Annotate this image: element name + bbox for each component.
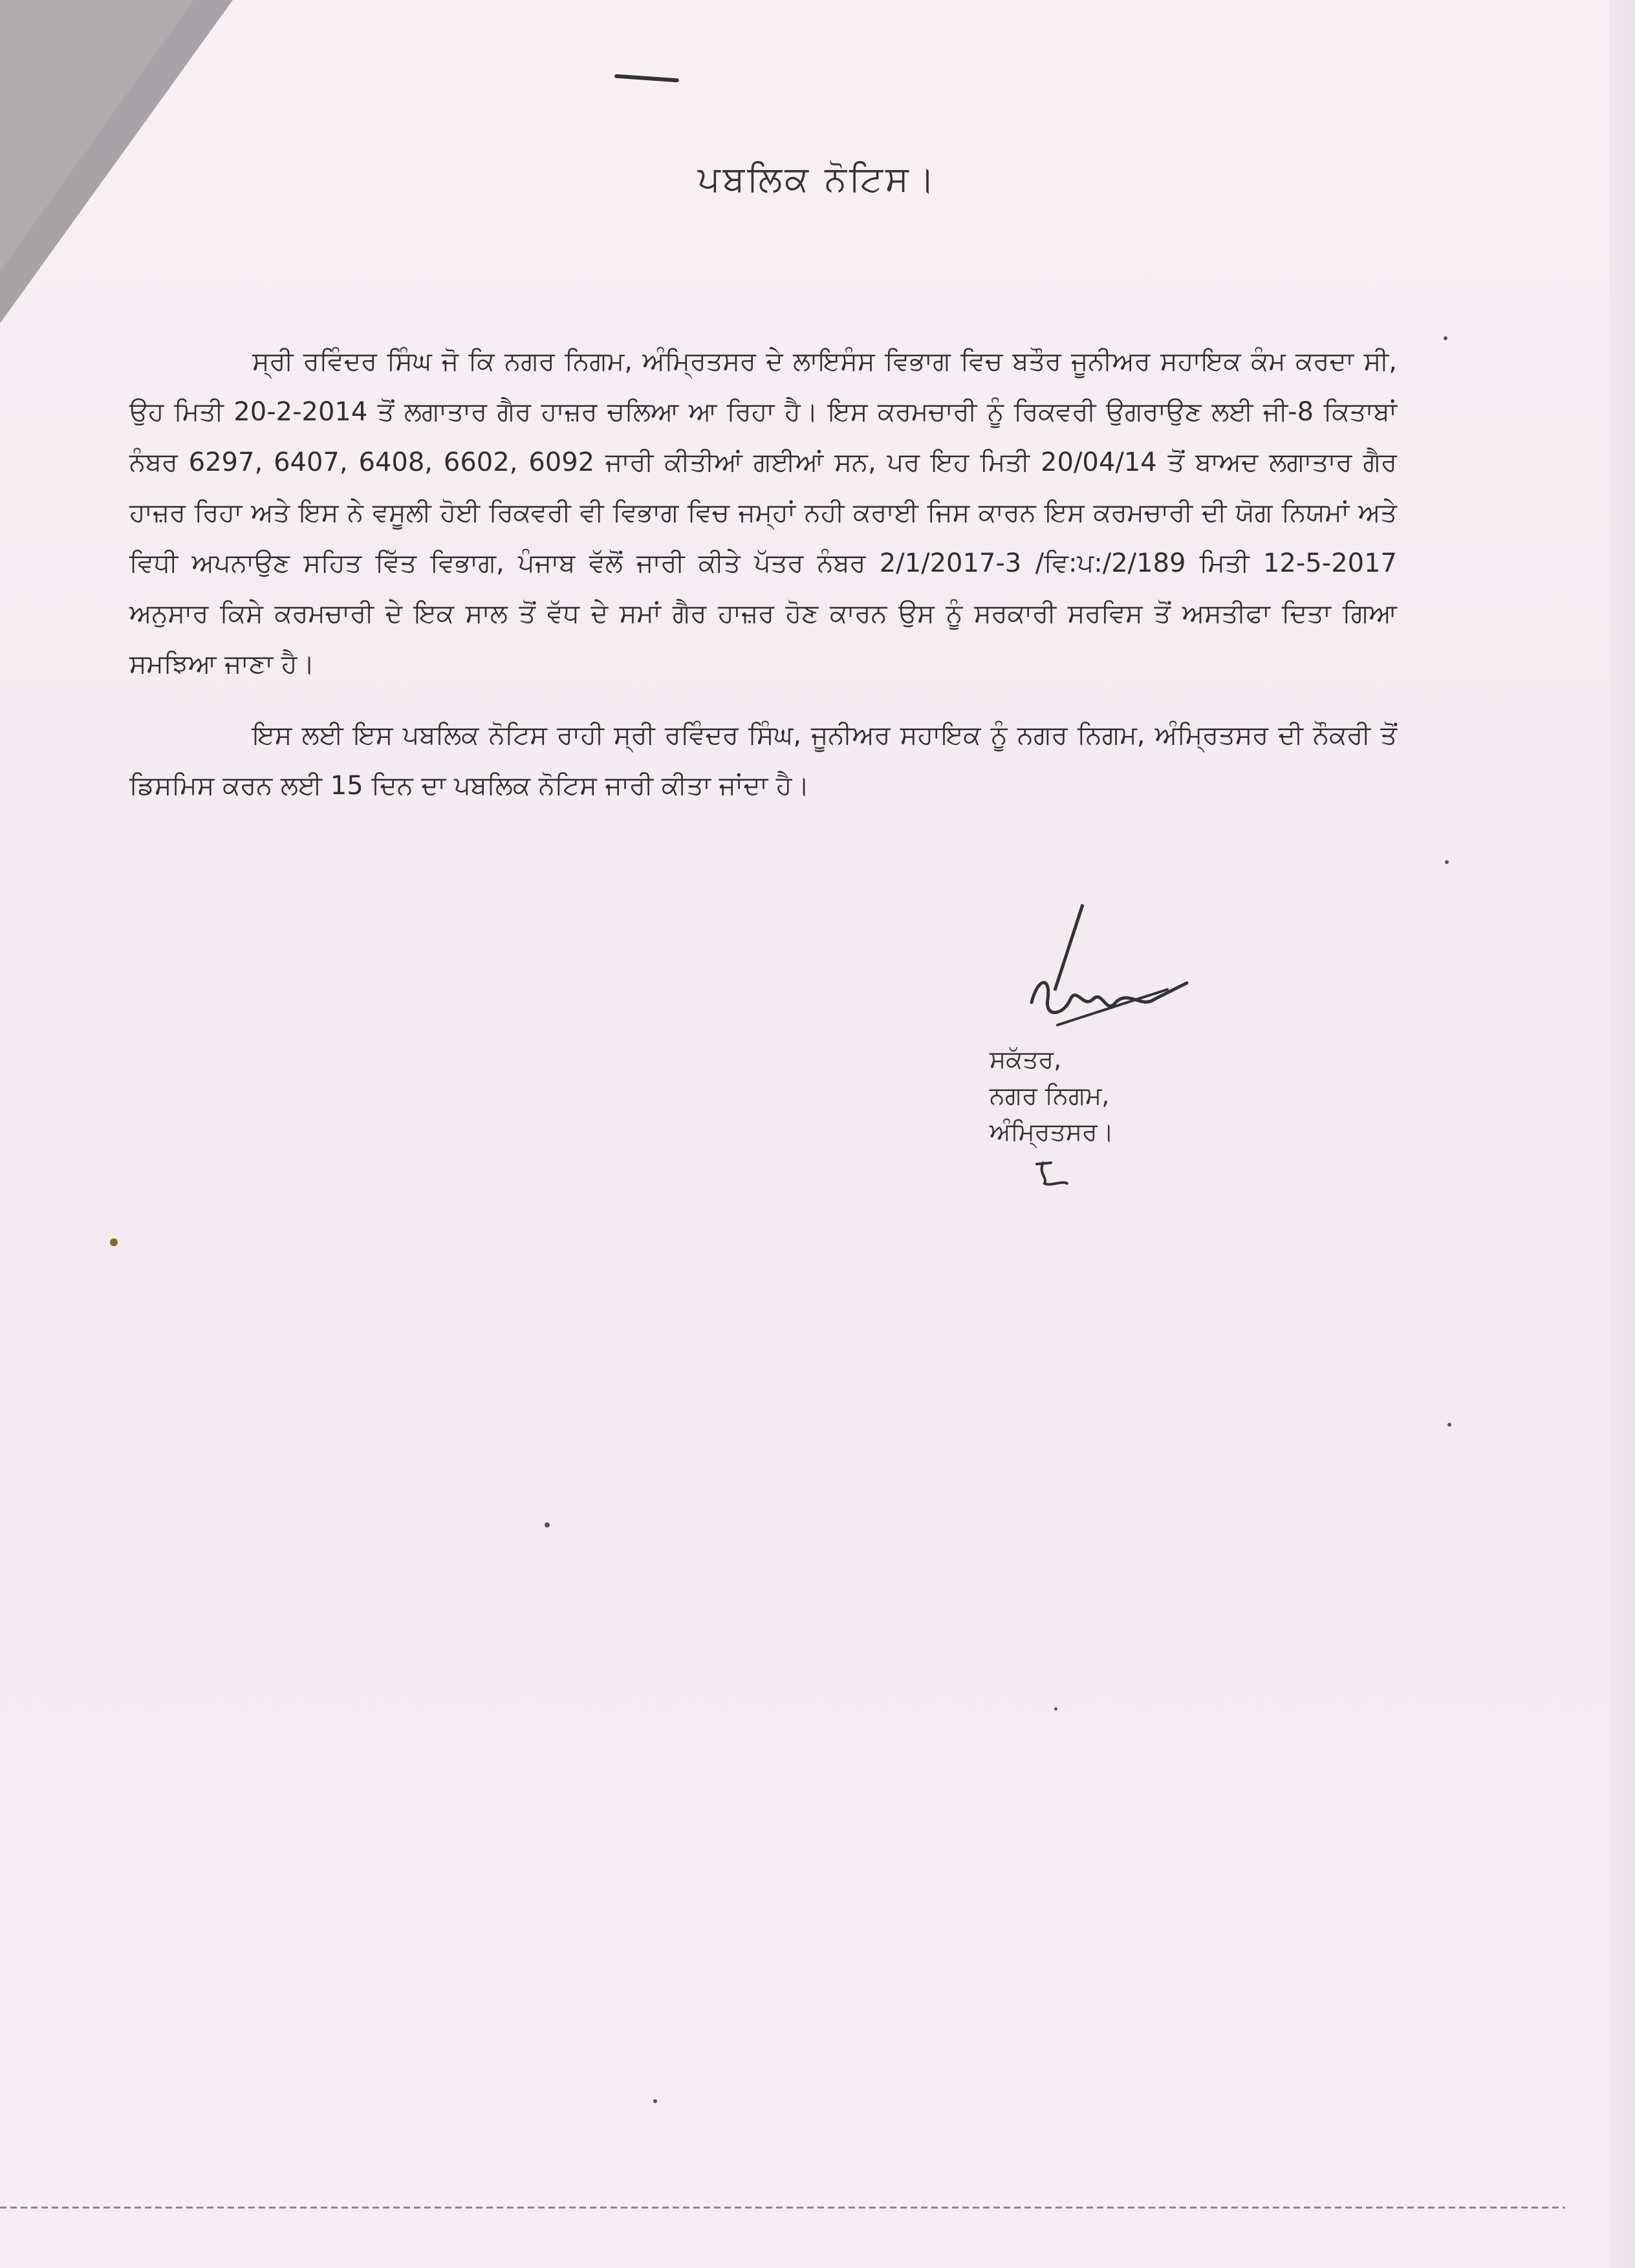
scan-speck	[545, 1522, 550, 1528]
scan-speck	[1444, 336, 1447, 340]
signatory-designation: ਸਕੱਤਰ,	[990, 1045, 1062, 1074]
signatory-organization: ਨਗਰ ਨਿਗਮ,	[990, 1081, 1110, 1110]
folded-corner-highlight	[0, 0, 194, 272]
handwritten-signature	[1019, 964, 1200, 1041]
signatory-city: ਅੰਮ੍ਰਿਤਸਰ।	[990, 1118, 1114, 1146]
page-edge-shadow	[1609, 0, 1635, 2268]
scan-speck	[653, 2099, 657, 2103]
paragraph-1: ਸ੍ਰੀ ਰਵਿੰਦਰ ਸਿੰਘ ਜੋ ਕਿ ਨਗਰ ਨਿਗਮ, ਅੰਮ੍ਰਿਤਸਰ ਦੇ ਲਾਇਸੰਸ ਵਿਭਾਗ ਵਿਚ ਬਤੌਰ ਜੂਨੀਅਰ ਸਹਾਇਕ ਕੰਮ ਕਰਦਾ ਸੀ, ਉਹ ਮਿਤੀ 20-2-2014 ਤੋਂ ਲਗਾਤਾਰ ਗੈਰ ਹਾਜ਼ਰ ਚਲਿਆ ਆ ਰਿਹਾ ਹੈ। ਇਸ ਕਰਮਚਾਰੀ ਨੂੰ ਰਿਕਵਰੀ ਉਗਰਾਉਣ ਲਈ ਜੀ-8 ਕਿਤਾਬਾਂ ਨੰਬਰ 6297, 6407, 6408, 6602, 6092 ਜਾਰੀ ਕੀਤੀਆਂ ਗਈਆਂ ਸਨ, ਪਰ ਇਹ ਮਿਤੀ 20/04/14 ਤੋਂ ਬਾਅਦ ਲਗਾਤਾਰ ਗੈਰ ਹਾਜ਼ਰ ਰਿਹਾ ਅਤੇ ਇਸ ਨੇ ਵਸੂਲੀ ਹੋਈ ਰਿਕਵਰੀ ਵੀ ਵਿਭਾਗ ਵਿਚ ਜਮ੍ਹਾਂ ਨਹੀ ਕਰਾਈ ਜਿਸ ਕਾਰਨ ਇਸ ਕਰਮਚਾਰੀ ਦੀ ਯੋਗ ਨਿਯਮਾਂ ਅਤੇ ਵਿਧੀ ਅਪਨਾਉਣ ਸਹਿਤ ਵਿੱਤ ਵਿਭਾਗ, ਪੰਜਾਬ ਵੱਲੋਂ ਜਾਰੀ ਕੀਤੇ ਪੱਤਰ ਨੰਬਰ 2/1/2017-3 /ਵਿ:ਪ:/2/189 ਮਿਤੀ 12-5-2017 ਅਨੁਸਾਰ ਕਿਸੇ ਕਰਮਚਾਰੀ ਦੇ ਇਕ ਸਾਲ ਤੋਂ ਵੱਧ ਦੇ ਸਮਾਂ ਗੈਰ ਹਾਜ਼ਰ ਹੋਣ ਕਾਰਨ ਉਸ ਨੂੰ ਸਰਕਾਰੀ ਸਰਵਿਸ ਤੋਂ ਅਸਤੀਫਾ ਦਿਤਾ ਗਿਆ ਸਮਝਿਆ ਜਾਣਾ ਹੈ।	[129, 347, 1397, 679]
scan-speck	[1445, 860, 1449, 864]
signatory-block	[990, 1041, 1114, 1150]
pen-mark	[614, 74, 679, 83]
handwritten-initial	[1032, 1158, 1070, 1190]
notice-body	[129, 336, 1397, 811]
scan-speck	[1054, 1707, 1057, 1711]
notice-title: ਪਬਲਿਕ ਨੋਟਿਸ।	[697, 158, 938, 199]
paragraph-2: ਇਸ ਲਈ ਇਸ ਪਬਲਿਕ ਨੋਟਿਸ ਰਾਹੀ ਸ੍ਰੀ ਰਵਿੰਦਰ ਸਿੰਘ, ਜੂਨੀਅਰ ਸਹਾਇਕ ਨੂੰ ਨਗਰ ਨਿਗਮ, ਅੰਮ੍ਰਿਤਸਰ ਦੀ ਨੌਕਰੀ ਤੋਂ ਡਿਸਮਿਸ ਕਰਨ ਲਈ 15 ਦਿਨ ਦਾ ਪਬਲਿਕ ਨੋਟਿਸ ਜਾਰੀ ਕੀਤਾ ਜਾਂਦਾ ਹੈ।	[129, 720, 1397, 801]
scan-speck	[110, 1238, 118, 1246]
scan-speck	[1447, 1423, 1451, 1427]
scan-edge-line	[0, 2207, 1565, 2209]
